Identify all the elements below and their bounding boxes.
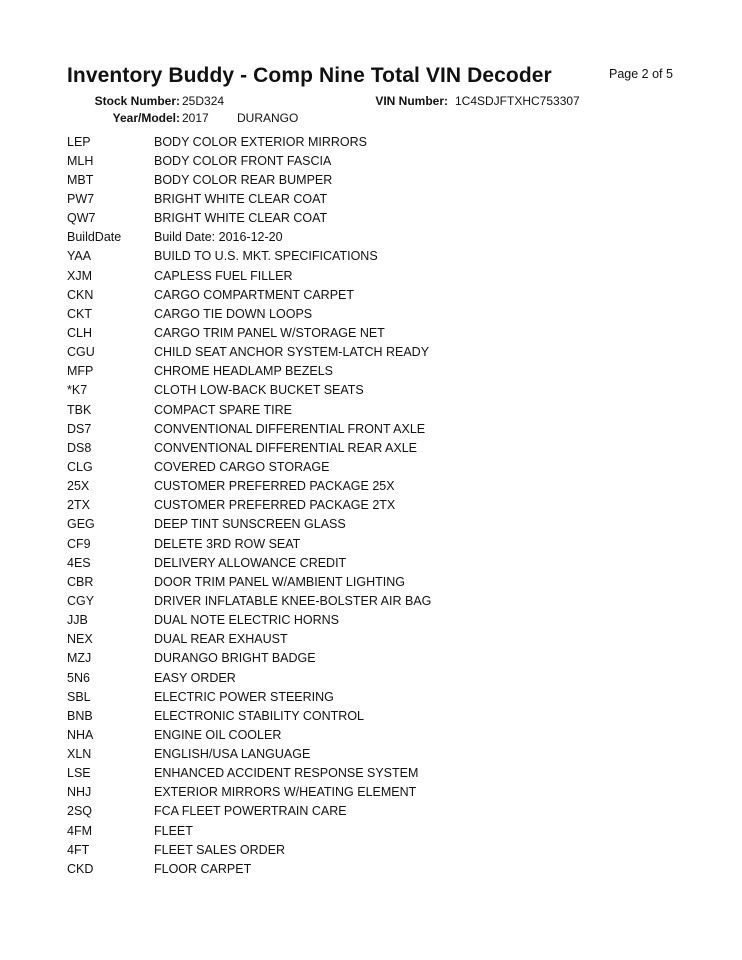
option-code: CLH: [67, 325, 93, 340]
option-description: CUSTOMER PREFERRED PACKAGE 2TX: [154, 498, 396, 513]
option-row: [67, 687, 707, 706]
option-row: [67, 323, 707, 342]
option-code: 2SQ: [67, 804, 93, 819]
option-row: [67, 477, 707, 496]
option-description: CUSTOMER PREFERRED PACKAGE 25X: [154, 479, 395, 494]
option-code: YAA: [67, 249, 92, 264]
option-row: [67, 572, 707, 591]
option-description: BRIGHT WHITE CLEAR COAT: [154, 211, 328, 226]
option-code: XLN: [67, 747, 92, 762]
option-row: [67, 649, 707, 668]
option-description: ELECTRIC POWER STEERING: [154, 689, 334, 704]
option-row: [67, 381, 707, 400]
option-description: DELETE 3RD ROW SEAT: [154, 536, 301, 551]
option-row: [67, 247, 707, 266]
option-row: [67, 725, 707, 744]
option-description: CONVENTIONAL DIFFERENTIAL FRONT AXLE: [154, 421, 426, 436]
option-description: ENGLISH/USA LANGUAGE: [154, 747, 311, 762]
option-row: [67, 859, 707, 878]
option-description: ELECTRONIC STABILITY CONTROL: [154, 708, 364, 723]
option-code: MFP: [67, 364, 94, 379]
option-description: FCA FLEET POWERTRAIN CARE: [154, 804, 347, 819]
option-description: CONVENTIONAL DIFFERENTIAL REAR AXLE: [154, 440, 418, 455]
option-row: [67, 668, 707, 687]
vin-number-label: VIN Number:: [375, 94, 448, 108]
option-code: 2TX: [67, 498, 90, 513]
option-description: CHILD SEAT ANCHOR SYSTEM-LATCH READY: [154, 345, 430, 360]
option-row: [67, 802, 707, 821]
option-description: DURANGO BRIGHT BADGE: [154, 651, 316, 666]
year-model-label: Year/Model:: [112, 111, 180, 125]
option-description: COVERED CARGO STORAGE: [154, 459, 330, 474]
option-row: [67, 189, 707, 208]
option-code: PW7: [67, 191, 95, 206]
option-code: CLG: [67, 459, 93, 474]
option-description: FLEET: [154, 823, 193, 838]
option-row: [67, 438, 707, 457]
stock-number-label: Stock Number:: [94, 94, 180, 108]
option-row: [67, 515, 707, 534]
option-code: SBL: [67, 689, 91, 704]
option-description: DOOR TRIM PANEL W/AMBIENT LIGHTING: [154, 574, 405, 589]
page-number: Page 2 of 5: [609, 67, 673, 81]
option-row: [67, 209, 707, 228]
option-row: [67, 783, 707, 802]
option-row: [67, 362, 707, 381]
document-title: Inventory Buddy - Comp Nine Total VIN Decoder: [67, 64, 552, 87]
option-row: [67, 534, 707, 553]
option-code: BNB: [67, 708, 93, 723]
option-row: [67, 496, 707, 515]
option-code: XJM: [67, 268, 92, 283]
option-code: LEP: [67, 134, 91, 149]
stock-number-value: 25D324: [182, 94, 225, 108]
option-row: [67, 419, 707, 438]
option-description: CARGO TIE DOWN LOOPS: [154, 306, 313, 321]
option-description: FLEET SALES ORDER: [154, 842, 286, 857]
option-row: [67, 630, 707, 649]
option-code: NEX: [67, 632, 93, 647]
option-row: [67, 151, 707, 170]
option-code: QW7: [67, 211, 96, 226]
option-description: DUAL REAR EXHAUST: [154, 632, 288, 647]
option-row: [67, 591, 707, 610]
option-code: DS7: [67, 421, 92, 436]
option-row: [67, 170, 707, 189]
option-row: [67, 132, 707, 151]
option-description: EXTERIOR MIRRORS W/HEATING ELEMENT: [154, 785, 417, 800]
option-row: [67, 611, 707, 630]
option-row: [67, 343, 707, 362]
option-description: DRIVER INFLATABLE KNEE-BOLSTER AIR BAG: [154, 593, 432, 608]
option-code: CKT: [67, 306, 92, 321]
option-row: [67, 764, 707, 783]
option-row: [67, 840, 707, 859]
option-code: MBT: [67, 172, 94, 187]
option-row: [67, 228, 707, 247]
option-description: COMPACT SPARE TIRE: [154, 402, 292, 417]
option-description: BUILD TO U.S. MKT. SPECIFICATIONS: [154, 249, 378, 264]
option-code: *K7: [67, 383, 88, 398]
option-code: DS8: [67, 440, 92, 455]
option-row: [67, 706, 707, 725]
option-row: [67, 745, 707, 764]
option-code: CBR: [67, 574, 94, 589]
option-code: 4ES: [67, 555, 91, 570]
option-description: CAPLESS FUEL FILLER: [154, 268, 293, 283]
option-code: NHA: [67, 727, 94, 742]
option-code: JJB: [67, 613, 88, 628]
option-code: 4FT: [67, 842, 90, 857]
option-code: CGY: [67, 593, 95, 608]
model-value: DURANGO: [237, 111, 299, 125]
option-description: CHROME HEADLAMP BEZELS: [154, 364, 333, 379]
option-description: BODY COLOR EXTERIOR MIRRORS: [154, 134, 367, 149]
option-row: [67, 457, 707, 476]
option-code: TBK: [67, 402, 92, 417]
option-description: FLOOR CARPET: [154, 861, 252, 876]
option-code: MLH: [67, 153, 94, 168]
option-code: CKN: [67, 287, 94, 302]
option-description: BRIGHT WHITE CLEAR COAT: [154, 191, 328, 206]
option-description: Build Date: 2016-12-20: [154, 230, 283, 245]
option-description: CARGO COMPARTMENT CARPET: [154, 287, 355, 302]
option-code: CKD: [67, 861, 94, 876]
option-row: [67, 266, 707, 285]
option-description: CARGO TRIM PANEL W/STORAGE NET: [154, 325, 385, 340]
option-row: [67, 304, 707, 323]
option-row: [67, 821, 707, 840]
option-description: DELIVERY ALLOWANCE CREDIT: [154, 555, 347, 570]
option-description: ENGINE OIL COOLER: [154, 727, 282, 742]
option-code: 25X: [67, 479, 90, 494]
option-row: [67, 553, 707, 572]
option-description: EASY ORDER: [154, 670, 236, 685]
option-code: BuildDate: [67, 230, 122, 245]
option-description: DEEP TINT SUNSCREEN GLASS: [154, 517, 346, 532]
option-code: CF9: [67, 536, 91, 551]
option-description: DUAL NOTE ELECTRIC HORNS: [154, 613, 339, 628]
vin-number-value: 1C4SDJFTXHC753307: [455, 94, 580, 108]
option-code: NHJ: [67, 785, 92, 800]
option-description: BODY COLOR REAR BUMPER: [154, 172, 333, 187]
option-row: [67, 285, 707, 304]
option-code: MZJ: [67, 651, 92, 666]
option-description: CLOTH LOW-BACK BUCKET SEATS: [154, 383, 364, 398]
option-code: LSE: [67, 766, 91, 781]
year-value: 2017: [182, 111, 209, 125]
option-code: CGU: [67, 345, 95, 360]
option-row: [67, 400, 707, 419]
option-code: 5N6: [67, 670, 90, 685]
option-code-list: [67, 132, 707, 878]
option-description: ENHANCED ACCIDENT RESPONSE SYSTEM: [154, 766, 419, 781]
option-code: GEG: [67, 517, 95, 532]
option-description: BODY COLOR FRONT FASCIA: [154, 153, 332, 168]
option-code: 4FM: [67, 823, 92, 838]
